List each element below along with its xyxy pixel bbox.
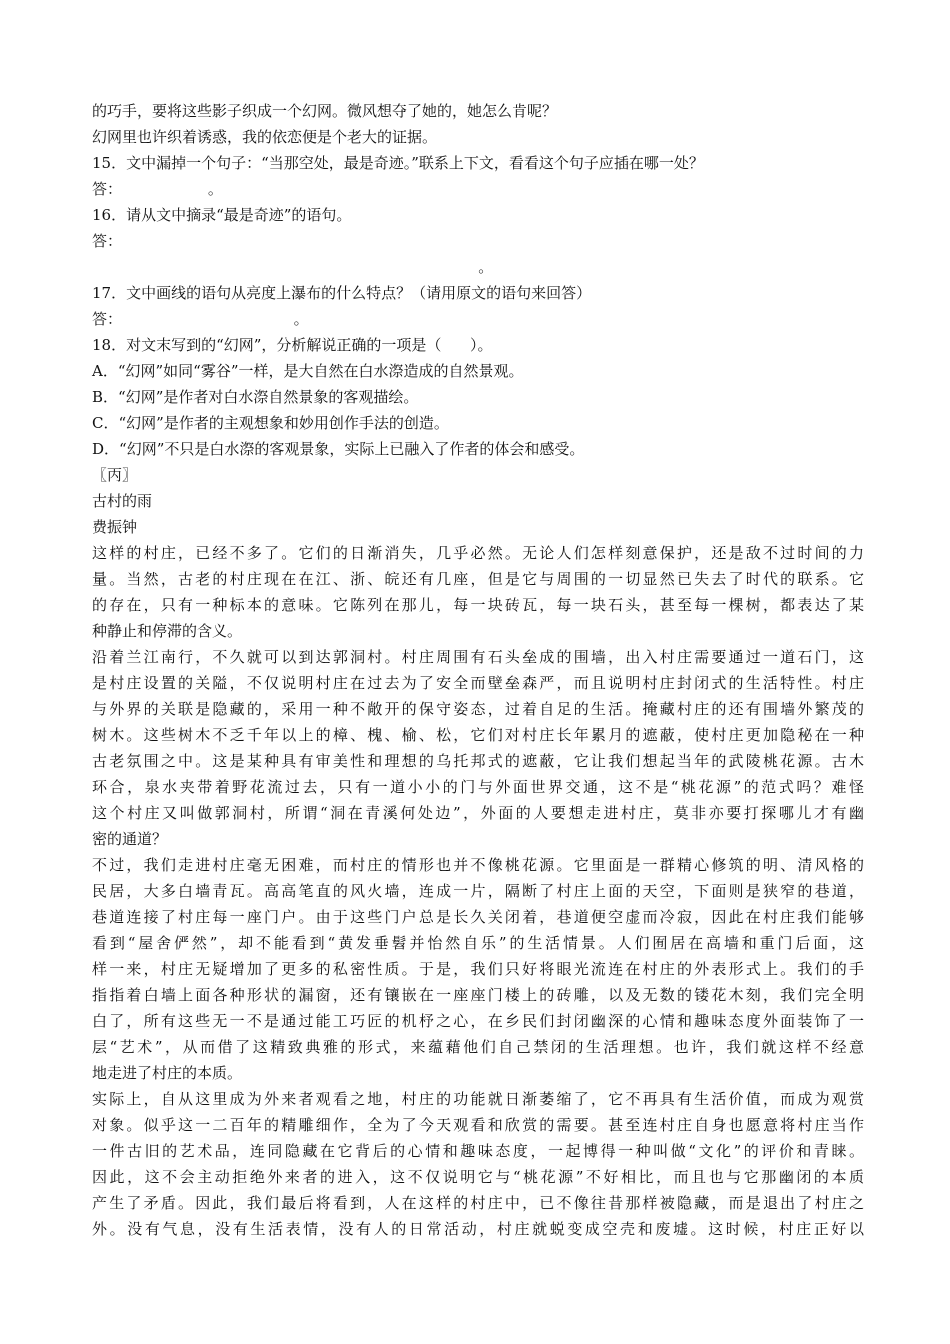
text-line: 巷道连接了村庄每一座门户。由于这些门户总是长久关闭着，巷道便空虚而冷寂，因此在村庄我们能够	[92, 908, 864, 926]
text-line: 是村庄设置的关隘，不仅说明村庄在过去为了安全而壁垒森严，而且说明村庄封闭式的生活特性。村庄	[92, 674, 864, 692]
text-line: 密的通道？	[92, 830, 168, 848]
text-line: 古老氛围之中。这是某种具有审美性和理想的乌托邦式的遮蔽，它让我们想起当年的武陵桃花源。古木	[92, 752, 864, 770]
option-d: D．“幻网”不只是白水漈的客观景象，实际上已融入了作者的体会和感受。	[92, 440, 585, 458]
text-line: 看到“屋舍俨然”，却不能看到“黄发垂髫并怡然自乐”的生活情景。人们囿居在高墙和重门后面，这	[92, 934, 864, 952]
text-line: 白了，所有这些无一不是通过能工巧匠的机杼之心，在乡民们封闭幽深的心情和趣味态度外面装饰了一	[92, 1012, 864, 1030]
text-line: 这样的村庄，已经不多了。它们的日渐消失，几乎必然。无论人们怎样刻意保护，还是敌不过时间的力	[92, 544, 864, 562]
document-page	[92, 98, 864, 1242]
answer-line-16: 答：	[92, 232, 123, 250]
text-line: 指指着白墙上面各种形状的漏窗，还有镶嵌在一座座门楼上的砖雕，以及无数的镂花木刻，我们完全明	[92, 986, 864, 1004]
text-line: 因此，这不会主动拒绝外来者的进入，这不仅说明它与“桃花源”不好相比，而且也与它那幽闭的本质	[92, 1168, 864, 1186]
text-line: 沿着兰江南行，不久就可以到达郭洞村。村庄周围有石头垒成的围墙，出入村庄需要通过一道石门，这	[92, 648, 864, 666]
option-a: A．“幻网”如同“雾谷”一样，是大自然在白水漈造成的自然景观。	[92, 362, 524, 380]
text-line: 样一来，村庄无疑增加了更多的私密性质。于是，我们只好将眼光流连在村庄的外表形式上。我们的手	[92, 960, 864, 978]
option-c: C．“幻网”是作者的主观想象和妙用创作手法的创造。	[92, 414, 449, 432]
question-15: 15．文中漏掉一个句子：“当那空处，最是奇迹。”联系上下文，看看这个句子应插在哪一处？	[92, 154, 704, 172]
text-line: 层“艺术”，从而借了这精致典雅的形式，来蕴藉他们自己禁闭的生活理想。也许，我们就这样不经意	[92, 1038, 864, 1056]
text-line: 民居，大多白墙青瓦。高高笔直的风火墙，连成一片，隔断了村庄上面的天空，下面则是狭窄的巷道，	[92, 882, 864, 900]
article-title: 古村的雨	[92, 492, 153, 510]
text-line: 的存在，只有一种标本的意味。它陈列在那儿，每一块砖瓦，每一块石头，甚至每一棵树，都表达了某	[92, 596, 864, 614]
answer-line-16-end: 。	[92, 258, 494, 276]
text-line: 一件古旧的艺术品，连同隐藏在它背后的心情和趣味态度，一起博得一种叫做“文化”的评价和青睐。	[92, 1142, 864, 1160]
question-16: 16．请从文中摘录“最是奇迹”的语句。	[92, 206, 352, 224]
text-line: 产生了矛盾。因此，我们最后将看到，人在这样的村庄中，已不像往昔那样被隐藏，而是退出了村庄之	[92, 1194, 864, 1212]
text-line: 树木。这些树木不乏千年以上的樟、槐、榆、松，它们对村庄长年累月的遮蔽，使村庄更加隐秘在一种	[92, 726, 864, 744]
paragraph-4	[92, 1086, 864, 1242]
paragraph-3	[92, 852, 864, 1086]
text-line: 实际上，自从这里成为外来者观看之地，村庄的功能就日渐萎缩了，它不再具有生活价值，而成为观赏	[92, 1090, 864, 1108]
text-line: 这个村庄又叫做郭洞村，所谓“洞在青溪何处边”，外面的人要想走进村庄，莫非亦要打探哪儿才有幽	[92, 804, 864, 822]
poem-line: 幻网里也许织着诱惑，我的依恋便是个老大的证据。	[92, 128, 438, 146]
article-author: 费振钟	[92, 518, 138, 536]
answer-line-15: 答： 。	[92, 180, 223, 198]
text-line: 地走进了村庄的本质。	[92, 1064, 243, 1082]
text-line: 不过，我们走进村庄毫无困难，而村庄的情形也并不像桃花源。它里面是一群精心修筑的明、清风格的	[92, 856, 864, 874]
text-line: 量。当然，古老的村庄现在在江、浙、皖还有几座，但是它与周围的一切显然已失去了时代的联系。它	[92, 570, 864, 588]
poem-line: 的巧手，要将这些影子织成一个幻网。微风想夺了她的，她怎么肯呢？	[92, 102, 558, 120]
text-line: 环合，泉水夹带着野花流过去，只有一道小小的门与外面世界交通，这不是“桃花源”的范式吗？难怪	[92, 778, 864, 796]
question-18: 18．对文末写到的“幻网”，分析解说正确的一项是（ ）。	[92, 336, 493, 354]
text-line: 种静止和停滞的含义。	[92, 622, 243, 640]
paragraph-2	[92, 644, 864, 852]
option-b: B．“幻网”是作者对白水漈自然景象的客观描绘。	[92, 388, 419, 406]
text-line: 对象。似乎这一二百年的精雕细作，全为了今天观看和欣赏的需要。甚至连村庄自身也愿意将村庄当作	[92, 1116, 864, 1134]
section-label: 〖丙〗	[92, 466, 138, 484]
paragraph-1	[92, 540, 864, 644]
question-17: 17．文中画线的语句从亮度上瀑布的什么特点？（请用原文的语句来回答）	[92, 284, 592, 302]
text-line: 外。没有气息，没有生活表情，没有人的日常活动，村庄就蜕变成空壳和废墟。这时候，村庄正好以	[92, 1220, 864, 1238]
answer-line-17: 答： 。	[92, 310, 309, 328]
text-line: 与外界的关联是隐藏的，采用一种不敞开的保守姿态，过着自足的生活。掩藏村庄的还有围墙外繁茂的	[92, 700, 864, 718]
